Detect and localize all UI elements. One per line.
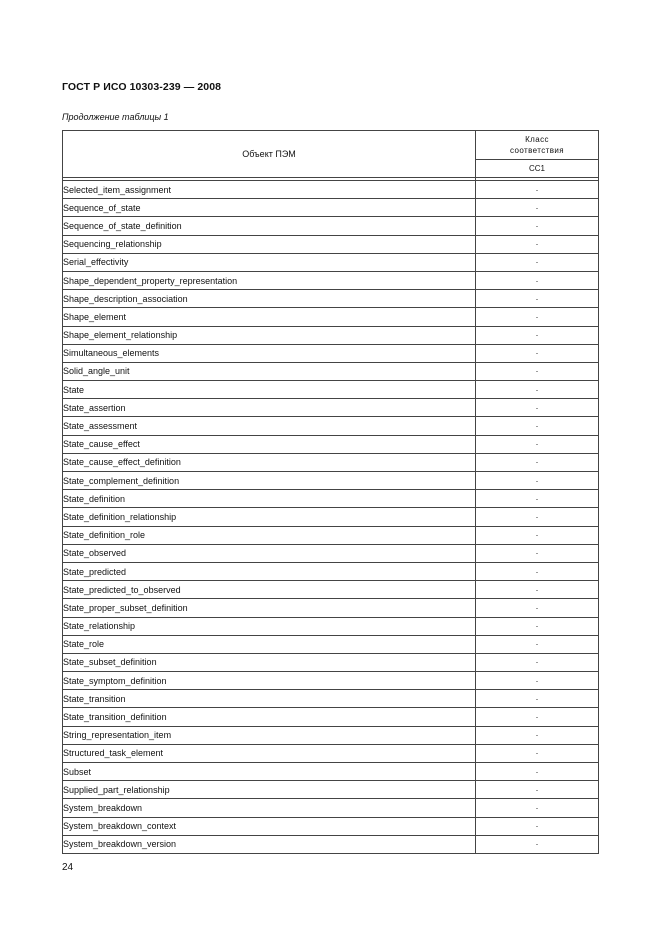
cc1-mark-cell: · — [476, 217, 599, 235]
object-name-cell: String_representation_item — [63, 726, 476, 744]
object-name-cell: Subset — [63, 763, 476, 781]
cc1-mark-cell: · — [476, 726, 599, 744]
table-row — [63, 453, 599, 471]
object-name-cell: State_predicted — [63, 562, 476, 580]
cc1-mark-cell: · — [476, 744, 599, 762]
object-name-cell: Supplied_part_relationship — [63, 781, 476, 799]
object-name-cell: Shape_element — [63, 308, 476, 326]
object-name-cell: Serial_effectivity — [63, 253, 476, 271]
table-row — [63, 635, 599, 653]
cc1-mark-cell: · — [476, 835, 599, 853]
cc1-mark-cell: · — [476, 599, 599, 617]
cc1-mark-cell: · — [476, 817, 599, 835]
table-row — [63, 235, 599, 253]
cc1-mark-cell: · — [476, 799, 599, 817]
column-header-cc1: CC1 — [476, 159, 599, 177]
object-name-cell: State_assessment — [63, 417, 476, 435]
cc1-mark-cell: · — [476, 763, 599, 781]
table-row — [63, 399, 599, 417]
cc1-mark-cell: · — [476, 435, 599, 453]
table-row — [63, 562, 599, 580]
object-name-cell: System_breakdown_context — [63, 817, 476, 835]
object-name-cell: Shape_element_relationship — [63, 326, 476, 344]
object-name-cell: State_proper_subset_definition — [63, 599, 476, 617]
table-row — [63, 799, 599, 817]
object-name-cell: System_breakdown — [63, 799, 476, 817]
cc1-mark-cell: · — [476, 381, 599, 399]
cc1-mark-cell: · — [476, 472, 599, 490]
table-row — [63, 763, 599, 781]
cc1-mark-cell: · — [476, 781, 599, 799]
cc1-mark-cell: · — [476, 653, 599, 671]
cc1-mark-cell: · — [476, 399, 599, 417]
object-name-cell: Sequencing_relationship — [63, 235, 476, 253]
cc1-mark-cell: · — [476, 344, 599, 362]
cc1-mark-cell: · — [476, 308, 599, 326]
table-row — [63, 472, 599, 490]
table-row — [63, 617, 599, 635]
cc1-mark-cell: · — [476, 290, 599, 308]
cc1-mark-cell: · — [476, 453, 599, 471]
cc1-mark-cell: · — [476, 562, 599, 580]
cc1-mark-cell: · — [476, 490, 599, 508]
table-row — [63, 726, 599, 744]
table-caption: Продолжение таблицы 1 — [62, 112, 169, 122]
column-header-class — [476, 131, 599, 160]
table-row — [63, 199, 599, 217]
object-name-cell: State_definition_relationship — [63, 508, 476, 526]
object-name-cell: State_definition_role — [63, 526, 476, 544]
cc1-mark-cell: · — [476, 326, 599, 344]
cc1-mark-cell: · — [476, 708, 599, 726]
cc1-mark-cell: · — [476, 253, 599, 271]
object-name-cell: State_predicted_to_observed — [63, 581, 476, 599]
document-header: ГОСТ Р ИСО 10303-239 — 2008 — [62, 81, 222, 93]
column-header-class-line1: Класс — [525, 134, 549, 144]
conformance-table — [62, 130, 599, 854]
table-row — [63, 362, 599, 380]
table-row — [63, 381, 599, 399]
table-row — [63, 326, 599, 344]
object-name-cell: Shape_description_association — [63, 290, 476, 308]
table-row — [63, 253, 599, 271]
object-name-cell: State_role — [63, 635, 476, 653]
cc1-mark-cell: · — [476, 635, 599, 653]
cc1-mark-cell: · — [476, 672, 599, 690]
table-row — [63, 781, 599, 799]
object-name-cell: State_transition — [63, 690, 476, 708]
object-name-cell: State_symptom_definition — [63, 672, 476, 690]
table-row — [63, 672, 599, 690]
cc1-mark-cell: · — [476, 181, 599, 199]
object-name-cell: State_assertion — [63, 399, 476, 417]
cc1-mark-cell: · — [476, 526, 599, 544]
table-row — [63, 744, 599, 762]
column-header-object: Объект ПЭМ — [63, 131, 476, 178]
object-name-cell: State_definition — [63, 490, 476, 508]
table-row — [63, 817, 599, 835]
object-name-cell: State_subset_definition — [63, 653, 476, 671]
object-name-cell: Sequence_of_state_definition — [63, 217, 476, 235]
object-name-cell: State_complement_definition — [63, 472, 476, 490]
table-row — [63, 708, 599, 726]
table-row — [63, 653, 599, 671]
cc1-mark-cell: · — [476, 581, 599, 599]
table-row — [63, 835, 599, 853]
object-name-cell: State_cause_effect_definition — [63, 453, 476, 471]
table-row — [63, 417, 599, 435]
table-row — [63, 544, 599, 562]
table-row — [63, 490, 599, 508]
object-name-cell: Structured_task_element — [63, 744, 476, 762]
cc1-mark-cell: · — [476, 544, 599, 562]
table-row — [63, 599, 599, 617]
object-name-cell: State — [63, 381, 476, 399]
table-row — [63, 217, 599, 235]
cc1-mark-cell: · — [476, 417, 599, 435]
cc1-mark-cell: · — [476, 508, 599, 526]
table-row — [63, 581, 599, 599]
object-name-cell: State_relationship — [63, 617, 476, 635]
object-name-cell: State_cause_effect — [63, 435, 476, 453]
table-row — [63, 181, 599, 199]
cc1-mark-cell: · — [476, 199, 599, 217]
table-row — [63, 526, 599, 544]
table-row — [63, 271, 599, 289]
table-row — [63, 344, 599, 362]
table-row — [63, 690, 599, 708]
cc1-mark-cell: · — [476, 617, 599, 635]
object-name-cell: Sequence_of_state — [63, 199, 476, 217]
object-name-cell: Shape_dependent_property_representation — [63, 271, 476, 289]
page-number: 24 — [62, 862, 74, 873]
cc1-mark-cell: · — [476, 235, 599, 253]
object-name-cell: State_transition_definition — [63, 708, 476, 726]
table-row — [63, 290, 599, 308]
object-name-cell: Selected_item_assignment — [63, 181, 476, 199]
cc1-mark-cell: · — [476, 690, 599, 708]
table-row — [63, 508, 599, 526]
object-name-cell: System_breakdown_version — [63, 835, 476, 853]
column-header-class-line2: соответствия — [510, 145, 564, 155]
cc1-mark-cell: · — [476, 362, 599, 380]
table-row — [63, 308, 599, 326]
table-body — [63, 178, 599, 854]
object-name-cell: State_observed — [63, 544, 476, 562]
object-name-cell: Simultaneous_elements — [63, 344, 476, 362]
cc1-mark-cell: · — [476, 271, 599, 289]
object-name-cell: Solid_angle_unit — [63, 362, 476, 380]
table-row — [63, 435, 599, 453]
